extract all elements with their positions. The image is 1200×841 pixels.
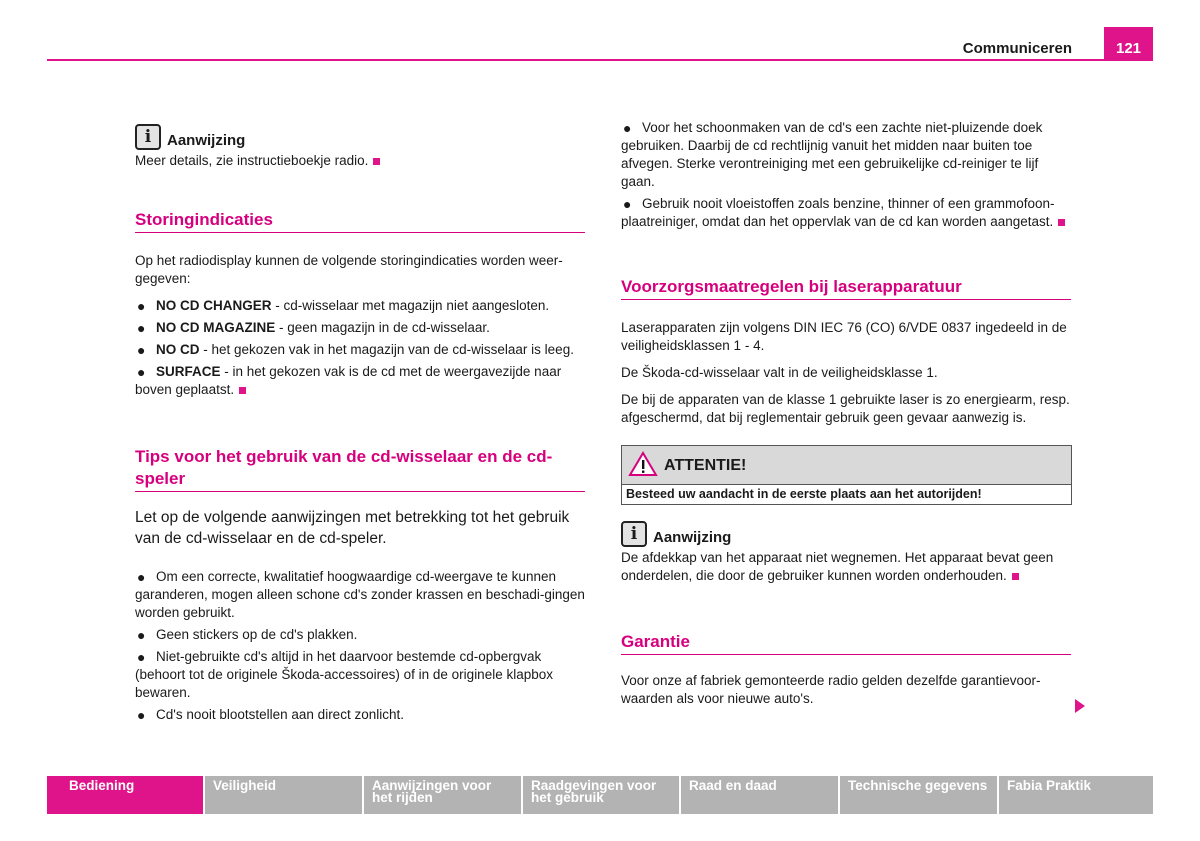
list-item: ● NO CD CHANGER - cd-wisselaar met magazijn niet aangesloten. [137,298,550,314]
warning-text: Besteed uw aandacht in de eerste plaats aan het autorijden! [622,484,1071,504]
section-intro-large: Let op de volgende aanwijzingen met betrekking tot het gebruik van de cd-wisselaar en de cd-speler. [135,509,570,547]
section-heading-storingindicaties: Storingindicaties [135,209,585,233]
tab-veiligheid[interactable]: Veiligheid [205,776,362,814]
bullet-icon: ● [137,707,146,723]
end-square-icon [1012,573,1019,580]
right-column-lower [621,521,1071,708]
continue-arrow-icon[interactable] [1075,699,1085,713]
laser-paragraph-2: De Škoda-cd-wisselaar valt in de veiligheidsklasse 1. [621,365,938,380]
bullet-icon: ● [137,298,146,314]
note-text: Meer details, zie instructieboekje radio. [135,152,585,170]
list-item: ● Om een correcte, kwalitatief hoogwaardige cd-weergave te kunnen garanderen, mogen alleen schone cd's zonder krassen en beschadi-gingen worden gebruikt. [135,569,585,620]
list-item: ● SURFACE - in het gekozen vak is de cd met de weergavezijde naar boven geplaatst. [135,364,562,397]
section-heading-garantie: Garantie [621,631,1071,655]
note-title: Aanwijzing [653,529,732,546]
list-item: ● NO CD - het gekozen vak in het magazijn van de cd-wisselaar is leeg. [137,342,574,358]
bullet-icon: ● [137,320,146,336]
end-square-icon [239,387,246,394]
note-title: Aanwijzing [167,132,246,149]
section-heading-tips: Tips voor het gebruik van de cd-wisselaar en de cd-speler [135,446,585,492]
laser-paragraph-1: Laserapparaten zijn volgens DIN IEC 76 (CO) 6/VDE 0837 ingedeeld in de veiligheidsklassen 1 - 4. [621,320,1067,353]
running-header-title: Communiceren [962,40,1072,57]
tips-list [135,568,585,724]
note-text: De afdekkap van het apparaat niet wegnemen. Het apparaat bevat geen onderdelen, die door de gebruiker kunnen worden onderhouden. [621,550,1054,583]
end-square-icon [1058,219,1065,226]
chapter-tabs [47,776,1153,814]
list-item: ● NO CD MAGAZINE - geen magazijn in de cd-wisselaar. [137,320,490,336]
list-item: ● Voor het schoonmaken van de cd's een zachte niet-pluizende doek gebruiken. Daarbij de cd rechtlijnig vanuit het midden naar buiten toe afvegen. Sterke verontreiniging met een gebruikelijke cd-reiniger te lijf gaan. [621,120,1043,189]
end-square-icon [373,158,380,165]
right-column [621,119,1071,427]
note-aanwijzing-1 [135,124,585,170]
tab-raad-en-daad[interactable]: Raad en daad [681,776,838,814]
list-item: ● Cd's nooit blootstellen aan direct zonlicht. [137,707,404,723]
tab-bediening[interactable]: Bediening [47,776,203,814]
warning-box [621,445,1072,505]
header-rule [47,59,1153,61]
list-item: ● Niet-gebruikte cd's altijd in het daarvoor bestemde cd-opbergvak (behoort tot de originele Škoda-accessoires) of in de originele klapbox bewaren. [135,649,553,700]
tab-aanwijzingen-voor-het-rijden[interactable]: Aanwijzingen voor het rijden [364,776,521,814]
bullet-icon: ● [137,364,146,380]
info-i-icon: i [621,521,647,547]
garantie-text: Voor onze af fabriek gemonteerde radio gelden dezelfde garantievoor-waarden als voor nieuwe auto's. [621,673,1041,706]
tab-raadgevingen-voor-het-gebruik[interactable]: Raadgevingen voor het gebruik [523,776,679,814]
left-column [135,124,585,724]
info-i-icon: i [135,124,161,150]
storing-list [135,297,585,399]
section-heading-laser: Voorzorgsmaatregelen bij laserapparatuur [621,276,1071,300]
section-intro: Op het radiodisplay kunnen de volgende storingindicaties worden weer-gegeven: [135,253,563,286]
bullet-icon: ● [137,569,146,585]
list-item: ● Gebruik nooit vloeistoffen zoals benzine, thinner of een grammofoon-plaatreiniger, omdat dan het oppervlak van de cd kan worden aangetast. [621,195,1071,231]
warning-header [622,446,1071,484]
bullet-icon: ● [137,649,146,665]
bullet-icon: ● [137,342,146,358]
warning-triangle-icon [628,451,658,477]
bullet-icon: ● [623,120,632,136]
page-number: 121 [1104,27,1153,60]
bullet-icon: ● [137,627,146,643]
tab-technische-gegevens[interactable]: Technische gegevens [840,776,997,814]
note-aanwijzing-2 [621,521,1071,585]
warning-title: ATTENTIE! [664,457,747,474]
list-item: ● Geen stickers op de cd's plakken. [137,627,358,643]
laser-paragraph-3: De bij de apparaten van de klasse 1 gebruikte laser is zo energiearm, resp. afgeschermd, dat bij reglementair gebruik geen gevaar aanwezig is. [621,392,1070,425]
tab-fabia-praktik[interactable]: Fabia Praktik [999,776,1153,814]
bullet-icon: ● [623,196,632,212]
